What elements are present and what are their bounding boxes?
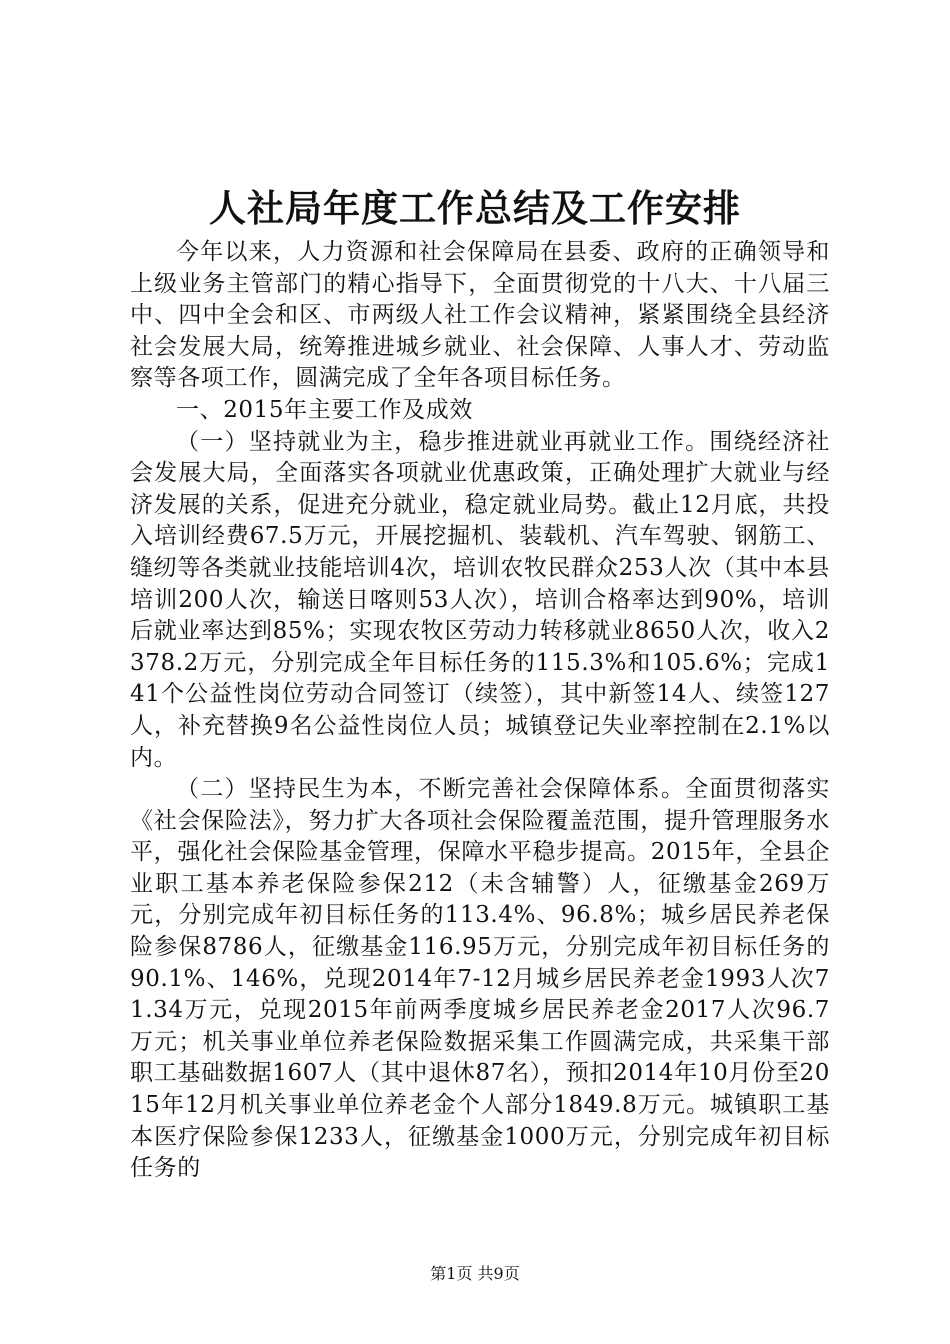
employment-paragraph: （一）坚持就业为主，稳步推进就业再就业工作。围绕经济社会发展大局，全面落实各项就业优惠政策，正确处理扩大就业与经济发展的关系，促进充分就业，稳定就业局势。截止12月底，共投入培训经费67.5万元，开展挖掘机、装载机、汽车驾驶、钢筋工、缝纫等各类就业技能培训4次，培训农牧民群众253人次（其中本县培训200人次，输送日喀则53人次），培训合格率达到90%，培训后就业率达到85%；实现农牧区劳动力转移就业8650人次，收入2378.2万元，分别完成全年目标任务的115.3%和105.6%；完成141个公益性岗位劳动合同签订（续签），其中新签14人、续签127人，补充替换9名公益性岗位人员；城镇登记失业率控制在2.1%以内。 <box>130 428 830 771</box>
document-title: 人社局年度工作总结及工作安排 <box>209 186 741 230</box>
section-heading: 一、2015年主要工作及成效 <box>176 396 473 423</box>
page-footer: 第1页 共9页 <box>430 1264 520 1283</box>
intro-paragraph: 今年以来，人力资源和社会保障局在县委、政府的正确领导和上级业务主管部门的精心指导下，全面贯彻党的十八大、十八届三中、四中全会和区、市两级人社工作会议精神，紧紧围绕全县经济社会发展大局，统筹推进城乡就业、社会保障、人事人才、劳动监察等各项工作，圆满完成了全年各项目标任务。 <box>130 239 830 392</box>
social-security-paragraph: （二）坚持民生为本，不断完善社会保障体系。全面贯彻落实《社会保险法》，努力扩大各项社会保险覆盖范围，提升管理服务水平，强化社会保险基金管理，保障水平稳步提高。2015年，全县企业职工基本养老保险参保212（未含辅警）人，征缴基金269万元，分别完成年初目标任务的113.4%、96.8%；城乡居民养老保险参保8786人，征缴基金116.95万元，分别完成年初目标任务的90.1%、146%，兑现2014年7-12月城乡居民养老金1993人次71.34万元，兑现2015年前两季度城乡居民养老金2017人次96.7万元；机关事业单位养老保险数据采集工作圆满完成，共采集干部职工基础数据1607人（其中退休87名），预扣2014年10月份至2015年12月机关事业单位养老金个人部分1849.8万元。城镇职工基本医疗保险参保1233人，征缴基金1000万元，分别完成年初目标任务的 <box>130 776 830 1182</box>
document-body <box>130 237 830 1185</box>
